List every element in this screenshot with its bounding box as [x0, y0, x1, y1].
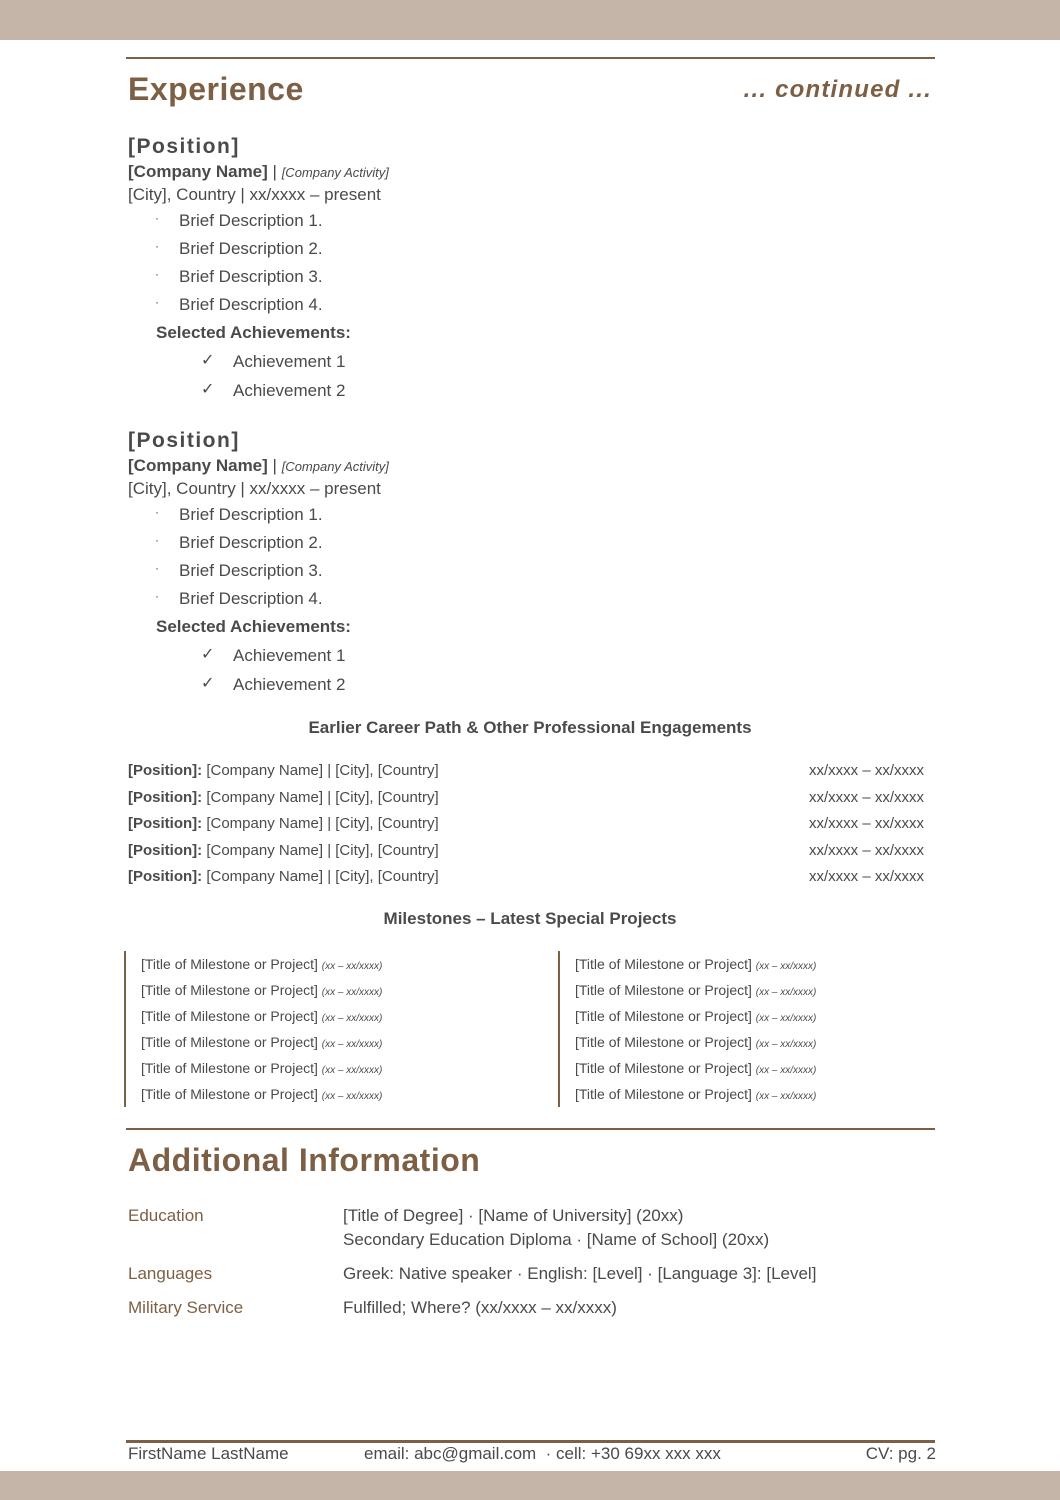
checkmark-icon: ✓ [201, 381, 215, 398]
section-divider [126, 1128, 935, 1130]
row-details: [Company Name] | [City], [Country] [202, 762, 439, 779]
row-dates: xx/xxxx – xx/xxxx [808, 841, 924, 859]
achievement-item [128, 641, 928, 670]
bullet-icon: · [155, 533, 159, 547]
achievement-item [128, 376, 928, 405]
education-degree: [Title of Degree] · [Name of University] (20xx) [343, 1206, 684, 1225]
description-text: Brief Description 2. [179, 239, 323, 258]
achievement-item [128, 347, 928, 376]
company-line [128, 160, 928, 183]
company-activity: [Company Activity] [281, 165, 389, 180]
description-item [128, 291, 928, 319]
military-value: Fulfilled; Where? (xx/xxxx – xx/xxxx) [343, 1298, 617, 1317]
separator: | [267, 456, 282, 475]
description-text: Brief Description 3. [179, 561, 323, 580]
milestone-date: (xx – xx/xxxx) [755, 1013, 817, 1024]
job-position: [Position] [128, 429, 240, 452]
bullet-icon: · [155, 561, 159, 575]
bullet-icon: · [155, 589, 159, 603]
row-dates: xx/xxxx – xx/xxxx [808, 788, 924, 806]
bullet-icon: · [155, 505, 159, 519]
checkmark-icon: ✓ [201, 646, 215, 663]
milestone-date: (xx – xx/xxxx) [755, 1039, 817, 1050]
description-text: Brief Description 4. [179, 589, 323, 608]
milestone-title: [Title of Milestone or Project] [141, 956, 318, 972]
milestone-title: [Title of Milestone or Project] [575, 1086, 752, 1102]
description-text: Brief Description 2. [179, 533, 323, 552]
milestone-item [141, 1081, 541, 1107]
milestone-item [575, 1055, 975, 1081]
additional-info-title: Additional Information [128, 1142, 481, 1178]
description-text: Brief Description 4. [179, 295, 323, 314]
row-dates: xx/xxxx – xx/xxxx [808, 762, 924, 779]
milestone-date: (xx – xx/xxxx) [321, 987, 383, 998]
earlier-career-title: Earlier Career Path & Other Professional Engagements [308, 718, 752, 737]
continued-label: ... continued ... [743, 76, 932, 103]
milestone-item [575, 1003, 975, 1029]
milestone-title: [Title of Milestone or Project] [575, 1060, 752, 1076]
milestone-title: [Title of Milestone or Project] [575, 982, 752, 998]
company-name: [Company Name] [128, 162, 268, 181]
milestone-date: (xx – xx/xxxx) [755, 987, 817, 998]
bullet-icon: · [155, 239, 159, 253]
bullet-icon: · [155, 295, 159, 309]
company-name: [Company Name] [128, 456, 268, 475]
checkmark-icon: ✓ [201, 675, 215, 692]
milestone-item [141, 1029, 541, 1055]
milestones-title: Milestones – Latest Special Projects [383, 909, 677, 928]
milestone-title: [Title of Milestone or Project] [575, 1034, 752, 1050]
footer-contact: email: abc@gmail.com · cell: +30 69xx xxx xxx [364, 1444, 721, 1463]
job-entry [128, 427, 928, 699]
achievement-text: Achievement 1 [233, 352, 346, 371]
earlier-career-row [128, 758, 924, 785]
description-text: Brief Description 1. [179, 211, 323, 230]
job-entry [128, 133, 928, 405]
job-location-dates: [City], Country | xx/xxxx – present [128, 479, 381, 498]
job-location-dates: [City], Country | xx/xxxx – present [128, 185, 381, 204]
row-details: [Company Name] | [City], [Country] [202, 815, 439, 832]
milestone-item [575, 977, 975, 1003]
achievement-item [128, 670, 928, 699]
description-item [128, 501, 928, 529]
milestone-item [575, 951, 975, 977]
military-label: Military Service [128, 1298, 244, 1317]
earlier-career-row [128, 864, 924, 891]
earlier-career-row [128, 838, 924, 865]
milestone-item [141, 1003, 541, 1029]
milestone-item [141, 977, 541, 1003]
milestones-right-column [558, 951, 975, 1107]
row-details: [Company Name] | [City], [Country] [202, 841, 439, 859]
achievement-text: Achievement 2 [233, 675, 346, 694]
separator: | [267, 162, 282, 181]
section-divider [126, 57, 935, 59]
description-item [128, 263, 928, 291]
milestone-item [575, 1029, 975, 1055]
languages-label: Languages [128, 1264, 213, 1283]
row-dates: xx/xxxx – xx/xxxx [808, 868, 924, 885]
row-position: [Position]: [128, 762, 203, 779]
milestone-title: [Title of Milestone or Project] [575, 1008, 752, 1024]
milestone-title: [Title of Milestone or Project] [575, 956, 752, 972]
description-item [128, 235, 928, 263]
row-details: [Company Name] | [City], [Country] [202, 868, 439, 885]
milestone-date: (xx – xx/xxxx) [321, 1039, 383, 1050]
milestone-item [575, 1081, 975, 1107]
footer-name: FirstName LastName [128, 1444, 289, 1463]
languages-value: Greek: Native speaker · English: [Level] · [Language 3]: [Level] [343, 1264, 817, 1283]
checkmark-icon: ✓ [201, 352, 215, 369]
footer-page: CV: pg. 2 [865, 1444, 936, 1463]
description-text: Brief Description 3. [179, 267, 323, 286]
row-position: [Position]: [128, 868, 203, 885]
bottom-band [0, 1471, 1060, 1500]
milestone-date: (xx – xx/xxxx) [321, 1091, 383, 1102]
description-item [128, 585, 928, 613]
milestone-title: [Title of Milestone or Project] [141, 1086, 318, 1102]
bullet-icon: · [155, 267, 159, 281]
milestone-title: [Title of Milestone or Project] [141, 1034, 318, 1050]
milestone-title: [Title of Milestone or Project] [141, 1008, 318, 1024]
milestone-date: (xx – xx/xxxx) [755, 961, 817, 972]
milestone-date: (xx – xx/xxxx) [755, 1091, 817, 1102]
milestone-item [141, 1055, 541, 1081]
earlier-career-row [128, 785, 924, 812]
milestone-date: (xx – xx/xxxx) [321, 1013, 383, 1024]
achievement-text: Achievement 1 [233, 646, 346, 665]
earlier-career-list [128, 758, 924, 891]
milestone-date: (xx – xx/xxxx) [321, 1065, 383, 1076]
description-item [128, 207, 928, 235]
row-position: [Position]: [128, 815, 203, 832]
achievements-heading: Selected Achievements: [156, 323, 351, 342]
row-details: [Company Name] | [City], [Country] [202, 788, 439, 806]
description-item [128, 557, 928, 585]
education-secondary: Secondary Education Diploma · [Name of School] (20xx) [343, 1230, 770, 1249]
company-activity: [Company Activity] [281, 459, 389, 474]
footer-divider [126, 1440, 935, 1443]
row-dates: xx/xxxx – xx/xxxx [808, 815, 924, 832]
achievements-heading: Selected Achievements: [156, 617, 351, 636]
row-position: [Position]: [128, 841, 203, 859]
top-band [0, 0, 1060, 40]
company-line [128, 454, 928, 477]
row-position: [Position]: [128, 788, 203, 806]
description-item [128, 529, 928, 557]
job-position: [Position] [128, 135, 240, 158]
milestones-left-column [124, 951, 541, 1107]
milestone-item [141, 951, 541, 977]
experience-title: Experience [128, 71, 304, 107]
milestone-title: [Title of Milestone or Project] [141, 1060, 318, 1076]
earlier-career-row [128, 811, 924, 838]
education-label: Education [128, 1206, 204, 1225]
achievement-text: Achievement 2 [233, 381, 346, 400]
milestone-date: (xx – xx/xxxx) [755, 1065, 817, 1076]
bullet-icon: · [155, 211, 159, 225]
milestone-title: [Title of Milestone or Project] [141, 982, 318, 998]
description-text: Brief Description 1. [179, 505, 323, 524]
milestone-date: (xx – xx/xxxx) [321, 961, 383, 972]
